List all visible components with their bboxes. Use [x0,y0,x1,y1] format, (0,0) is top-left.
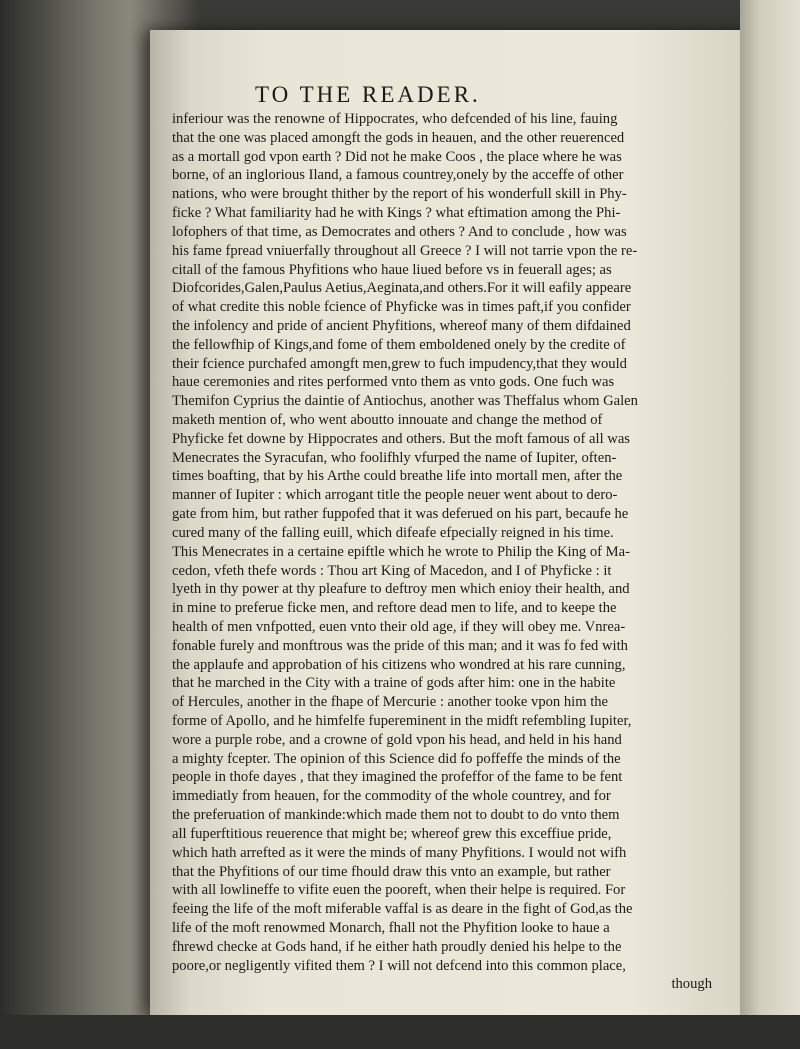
text-line: the fellowfhip of Kings,and fome of them emboldened onely by the credite of [172,336,626,353]
text-line: times boafting, that by his Arthe could breathe life into mortall men, after the [172,468,623,485]
text-line: as a mortall god vpon earth ? Did not he make Coos , the place where he was [172,148,622,165]
text-line: the infolency and pride of ancient Phyfitions, whereof many of them difdained [172,317,631,334]
text-line: fonable furely and monftrous was the pride of this man; and it was fo fed with [172,637,628,654]
text-line: their fcience purchafed amongft men,grew to fuch impudency,that they would [172,355,627,372]
text-line: life of the moft renowmed Monarch, fhall not the Phyfition looke to haue a [172,919,610,936]
text-line: health of men vnfpotted, euen vnto their old age, if they will obey me. Vnrea- [172,618,626,635]
text-line: the applaufe and approbation of his citizens who wondred at his rare cunning, [172,656,626,673]
text-line: his fame fpread vniuerfally throughout all Greece ? I will not tarrie vpon the re- [172,242,638,259]
text-line: lofophers of that time, as Democrates and others ? And to conclude , how was [172,223,627,240]
text-line: cedon, vfeth thefe words : Thou art King of Macedon, and I of Phyficke : it [172,562,612,579]
text-line: which hath arrefted as it were the minds of many Phyfitions. I would not wifh [172,844,627,861]
text-line: people in thofe dayes , that they imagined the profeffor of the fame to be fent [172,769,623,786]
running-head: TO THE READER. [255,82,481,107]
text-line: lyeth in thy power at thy pleafure to deftroy men which enioy their health, and [172,581,630,598]
text-line: cured many of the falling euill, which difeafe efpecially reigned in his time. [172,524,614,541]
text-line: inferiour was the renowne of Hippocrates, who defcended of his line, fauing [172,111,618,127]
text-line: forme of Apollo, and he himfelfe fupereminent in the midft refembling Iupiter, [172,713,632,729]
text-line: a mighty fcepter. The opinion of this Science did fo poffeffe the minds of the [172,750,621,767]
text-line: ficke ? What familiarity had he with Kings ? what eftimation among the Phi- [172,205,621,222]
text-line: maketh mention of, who went aboutto innouate and change the method of [172,412,603,428]
text-line: poore,or negligently vifited them ? I will not defcend into this common place, [172,957,626,974]
text-line: all fuperftitious reuerence that might be; whereof grew this exceffiue pride, [172,825,612,842]
text-line: of Hercules, another in the fhape of Mercurie : another tooke vpon him the [172,694,609,711]
text-line: borne, of an inglorious Iland, a famous countrey,onely by the acceffe of other [172,167,624,184]
text-line: citall of the famous Phyfitions who haue liued before vs in feuerall ages; as [172,261,612,278]
text-line: immediatly from heauen, for the commodity of the whole countrey, and for [172,788,611,805]
text-line: of what credite this noble fcience of Phyficke was in times paft,if you confider [172,299,631,316]
text-line: haue ceremonies and rites performed vnto them as vnto gods. One fuch was [172,374,615,391]
text-line: Themifon Cyprius the daintie of Antiochus, another was Theffalus whom Galen [172,393,638,410]
text-line: in mine to preferue ficke men, and reftore dead men to life, and to keepe the [172,600,617,617]
text-line: nations, who were brought thither by the report of his wonderfull skill in Phy- [172,186,627,203]
text-line: that the Phyfitions of our time fhould draw this vnto an example, but rather [172,863,611,880]
text-line: the preferuation of mankinde:which made them not to doubt to do vnto them [172,807,620,824]
text-line: This Menecrates in a certaine epiftle which he wrote to Philip the King of Ma- [172,543,630,560]
text-line: manner of Iupiter : which arrogant title the people neuer went about to dero- [172,487,618,504]
adjacent-page-edge [740,0,800,1049]
text-line: that he marched in the City with a traine of gods after him: one in the habite [172,675,616,692]
text-line: wore a purple robe, and a crowne of gold vpon his head, and held in his hand [172,731,622,748]
body-text [172,110,732,994]
text-line: feeing the life of the moft miferable vaffal is as deare in the fight of God,as the [172,901,633,918]
catchword: though [671,976,712,993]
text-line: fhrewd checke at Gods hand, if he either hath proudly denied his helpe to the [172,938,622,955]
text-line: Diofcorides,Galen,Paulus Aetius,Aeginata,and others.For it will eafily appeare [172,280,632,297]
text-line: Menecrates the Syracufan, who foolifhly vfurped the name of Iupiter, often- [172,449,617,466]
text-line: gate from him, but rather fuppofed that it was deferued on his part, becaufe he [172,506,629,523]
text-line: that the one was placed amongft the gods in heauen, and the other reuerenced [172,129,625,146]
text-line: Phyficke fet downe by Hippocrates and others. But the moft famous of all was [172,430,630,447]
text-line: with all lowlineffe to vifite euen the pooreft, when their helpe is required. For [172,882,626,899]
scan-bottom-border [0,1015,800,1049]
